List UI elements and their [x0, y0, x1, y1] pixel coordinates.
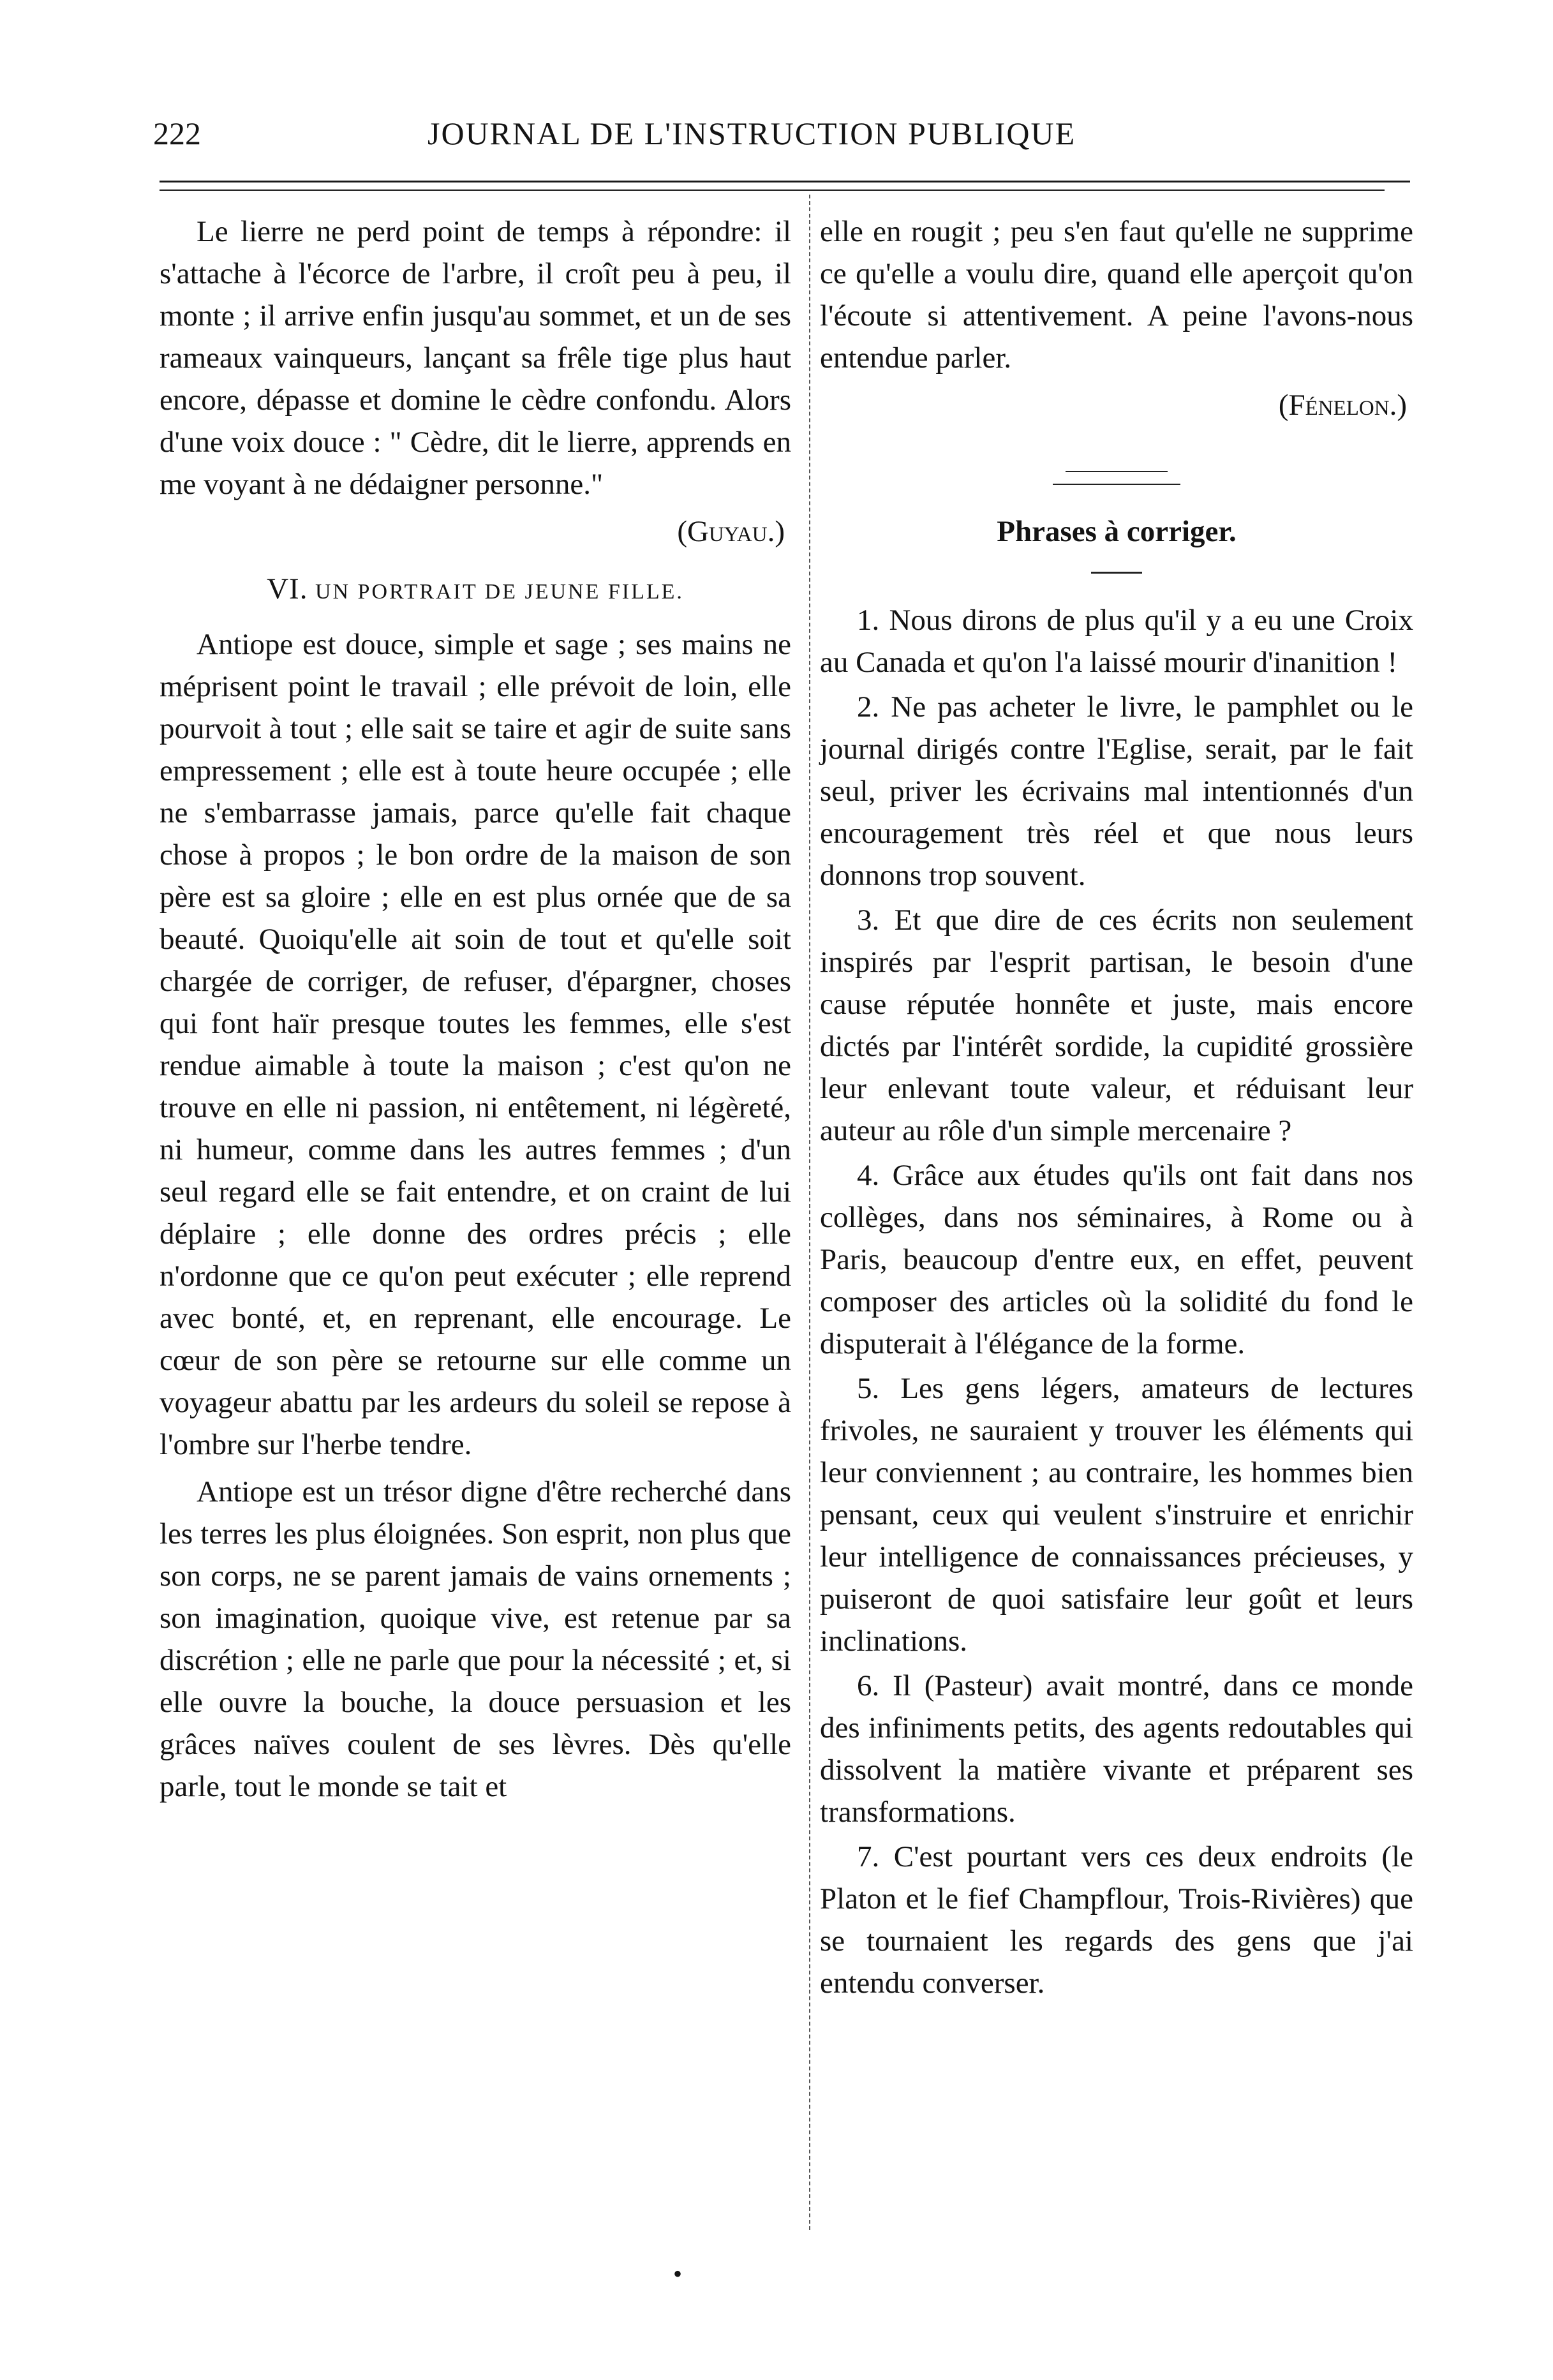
page-number: 222: [153, 115, 201, 151]
column-divider: [809, 195, 810, 2230]
exercises-heading: Phrases à corriger.: [997, 515, 1237, 548]
separator-rule: [1066, 471, 1168, 472]
antiope-paragraph-1: Antiope est douce, simple et sage ; ses mains ne méprisent point le travail ; elle prévoit de loin, elle pourvoit à tout ; elle sait se taire et agir de suite sans empressement ; elle est à toute heure occupée ; elle ne s'embarrasse jamais, parce qu'elle fait chaque chose à propos ; le bon ordre de la maison de son père est sa gloire ; elle en est plus ornée que de sa beauté. Quoiqu'elle ait soin de tout et qu'elle soit chargée de corriger, de refuser, d'épargner, choses qui font haïr presque toutes les femmes, elle s'est rendue aimable à toute la maison ; c'est qu'on ne trouve en elle ni passion, ni entêtement, ni légèreté, ni humeur, comme dans les autres femmes ; d'un seul regard elle se fait entendre, et on craint de lui déplaire ; elle donne des ordres précis ; elle n'ordonne que ce qu'on peut exécuter ; elle reprend avec bonté, et, en reprenant, elle encourage. Le cœur de son père se retourne sur elle comme un voyageur abattu par les ardeurs du soleil se repose à l'ombre sur l'herbe tendre.: [160, 628, 791, 1461]
exercise-item: 3. Et que dire de ces écrits non seulement inspirés par l'esprit partisan, le besoin d'une cause réputée honnête et juste, mais encore dictés par l'intérêt sordide, la cupidité grossière leur enlevant toute valeur, et réduisant leur auteur au rôle d'un simple mercenaire ?: [820, 904, 1413, 1147]
exercise-item: 5. Les gens légers, amateurs de lectures frivoles, ne sauraient y trouver les éléments qui leur conviennent ; au contraire, les hommes bien pensant, ceux qui veulent s'instruire et enrichir leur intelligence de connaissances précieuses, y puiseront de quoi satisfaire leur goût et leurs inclinations.: [820, 1372, 1413, 1658]
exercise-item: 4. Grâce aux études qu'ils ont fait dans nos collèges, dans nos séminaires, à Rome ou à Paris, beaucoup d'entre eux, en effet, peuvent composer des articles où la solidité du fond le disputerait à l'élégance de la forme.: [820, 1159, 1413, 1360]
exercise-item: 2. Ne pas acheter le livre, le pamphlet ou le journal dirigés contre l'Eglise, serait, par le fait seul, priver les écrivains mal intentionnés d'un encouragement très réel et que nous leurs donnons trop souvent.: [820, 690, 1413, 892]
separator-rule-lower: [1053, 484, 1180, 485]
left-column: [160, 211, 791, 1813]
lierre-paragraph: Le lierre ne perd point de temps à répondre: il s'attache à l'écorce de l'arbre, il croît peu à peu, il monte ; il arrive enfin jusqu'au sommet, et un de ses rameaux vainqueurs, lançant sa frêle tige plus haut encore, dépasse et domine le cèdre confondu. Alors d'une voix douce : " Cèdre, dit le lierre, apprends en me voyant à ne dédaigner personne.": [160, 215, 791, 501]
continuation-paragraph: elle en rougit ; peu s'en faut qu'elle ne supprime ce qu'elle a voulu dire, quand elle aperçoit qu'on l'écoute si attentivement. A peine l'avons-nous entendue parler.: [820, 215, 1413, 375]
section-heading: [160, 568, 791, 613]
header-rule: [160, 181, 1410, 182]
section-title: UN PORTRAIT DE JEUNE FILLE.: [315, 580, 684, 604]
footer-dot: •: [673, 2259, 683, 2288]
running-title: JOURNAL DE L'INSTRUCTION PUBLIQUE: [427, 115, 1076, 151]
attribution-guyau: (Guyau.): [677, 515, 785, 548]
attribution-fenelon: (Fénelon.): [1278, 389, 1407, 422]
exercise-item: 6. Il (Pasteur) avait montré, dans ce monde des infiniments petits, des agents redoutables qui dissolvent la matière vivante et préparent ses transformations.: [820, 1669, 1413, 1829]
page-header: [153, 108, 1410, 166]
header-rule-secondary: [160, 190, 1385, 191]
antiope-paragraph-2: Antiope est un trésor digne d'être recherché dans les terres les plus éloignées. Son esprit, non plus que son corps, ne se parent jamais de vains ornements ; son imagination, quoique vive, est retenue par sa discrétion ; elle ne parle que pour la nécessité ; et, si elle ouvre la bouche, la douce persuasion et les grâces naïves coulent de ses lèvres. Dès qu'elle parle, tout le monde se tait et: [160, 1475, 791, 1803]
heading-dash: [1091, 572, 1142, 574]
right-column: [820, 211, 1413, 2007]
exercise-item: 1. Nous dirons de plus qu'il y a eu une Croix au Canada et qu'on l'a laissé mourir d'inanition !: [820, 604, 1413, 679]
exercise-item: 7. C'est pourtant vers ces deux endroits (le Platon et le fief Champflour, Trois-Rivières) que se tournaient les regards des gens que j'ai entendu converser.: [820, 1840, 1413, 2000]
section-number: VI.: [267, 572, 308, 606]
